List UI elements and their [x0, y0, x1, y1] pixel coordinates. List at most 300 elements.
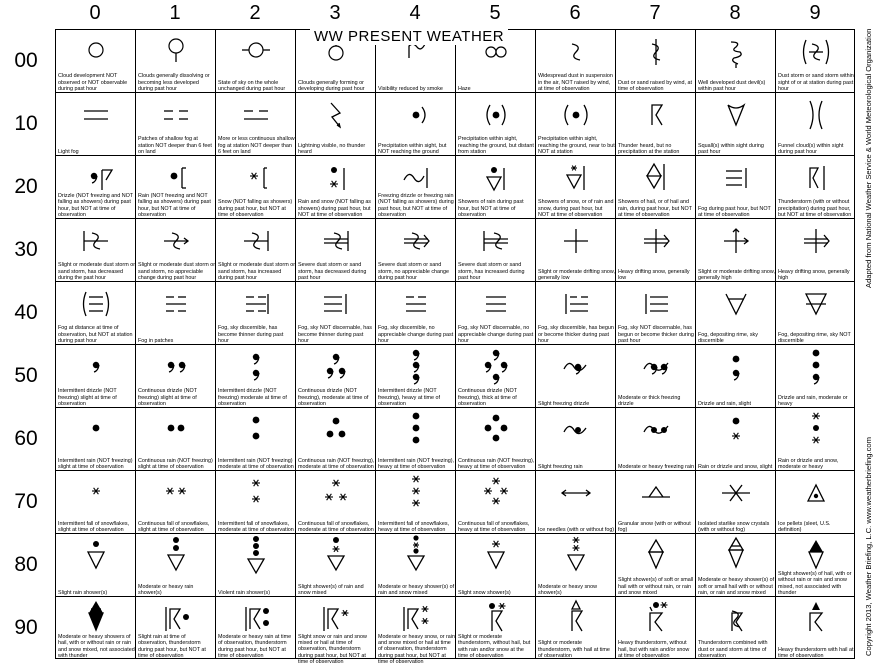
weather-code-82: [216, 534, 296, 597]
rain-shower-heavy-icon: [136, 534, 216, 578]
weather-code-17: [616, 93, 696, 156]
weather-code-65: [456, 408, 536, 471]
dust-storm-sight-icon: [776, 30, 856, 74]
sev-dust-incr-icon: [456, 219, 536, 263]
weather-code-67: [616, 408, 696, 471]
weather-description: Heavy drifting snow, generally low: [618, 268, 690, 281]
weather-code-14: [376, 93, 456, 156]
weather-code-74: [376, 471, 456, 534]
snow-int-slight-icon: [56, 471, 136, 515]
weather-description: Clouds generally forming or developing during past hour: [298, 79, 365, 92]
row-header-00: 00: [14, 49, 38, 72]
weather-code-34: [376, 219, 456, 282]
dust-decr-icon: [56, 219, 136, 263]
weather-description: Freezing drizzle or freezing rain (NOT falling as showers) during past hour, but NOT at time of observation: [378, 193, 454, 218]
weather-code-87: [616, 534, 696, 597]
weather-description: Fog, sky NOT discernable, no appreciable change during past hour: [458, 325, 534, 344]
weather-code-99: [776, 597, 856, 660]
precip-distant-icon: [456, 93, 536, 137]
weather-code-93: [296, 597, 376, 665]
weather-code-70: [56, 471, 136, 534]
weather-code-41: [136, 282, 216, 345]
drizzle-int-slight-icon: [56, 345, 136, 389]
weather-description: Continuous fall of snowflakes, moderate at time of observation: [298, 520, 374, 533]
weather-code-73: [296, 471, 376, 534]
chart-title: WW PRESENT WEATHER: [310, 28, 508, 45]
weather-code-51: [136, 345, 216, 408]
drizzle-rain-heavy-icon: [776, 345, 856, 389]
weather-code-23: [296, 156, 376, 219]
weather-description: Ice needles (with or without fog): [538, 526, 615, 533]
weather-description: Lightning visible, no thunder heard: [298, 142, 366, 155]
rain-snow-shower-heavy-icon: [376, 534, 456, 578]
weather-code-06: [536, 30, 616, 93]
weather-code-55: [456, 345, 536, 408]
row-header-60: 60: [14, 427, 38, 450]
weather-code-02: [216, 30, 296, 93]
fog-sky-nochg-icon: [376, 282, 456, 326]
weather-code-63: [296, 408, 376, 471]
weather-code-11: [136, 93, 216, 156]
weather-code-58: [696, 345, 776, 408]
weather-description: Drizzle and rain, slight: [698, 400, 752, 407]
weather-code-75: [456, 471, 536, 534]
weather-description: Ice pellets (sleet, U.S. definition): [778, 520, 831, 533]
weather-description: Slight rain at time of observation, thunderstorm during past hour, but NOT at time of observation: [138, 634, 206, 659]
column-header-1: 1: [169, 2, 181, 24]
weather-code-15: [456, 93, 536, 156]
weather-code-00: [56, 30, 136, 93]
weather-code-30: [56, 219, 136, 282]
column-header-8: 8: [729, 2, 741, 24]
column-header-2: 2: [249, 2, 261, 24]
weather-description: Slight freezing rain: [538, 463, 583, 470]
weather-description: Violent rain shower(s): [218, 589, 271, 596]
column-header-3: 3: [329, 2, 341, 24]
weather-description: Continuous drizzle (NOT freezing) slight at time of observation: [138, 388, 197, 407]
column-header-7: 7: [649, 2, 661, 24]
row-header-50: 50: [14, 364, 38, 387]
weather-code-36: [536, 219, 616, 282]
granular-snow-icon: [616, 471, 696, 515]
weather-description: Heavy drifting snow, generally high: [778, 268, 850, 281]
weather-code-35: [456, 219, 536, 282]
weather-code-49: [776, 282, 856, 345]
weather-description: Intermittent fall of snowflakes, moderate at time of observation: [218, 520, 294, 533]
weather-description: Drizzle and rain, moderate or heavy: [778, 394, 848, 407]
weather-code-01: [136, 30, 216, 93]
weather-description: Continuous drizzle (NOT freezing), moderate at time of observation: [298, 388, 369, 407]
weather-code-59: [776, 345, 856, 408]
weather-description: Moderate or thick freezing drizzle: [618, 394, 681, 407]
weather-code-92: [216, 597, 296, 660]
precip-near-icon: [536, 93, 616, 137]
weather-description: Continuous fall of snowflakes, heavy at time of observation: [458, 520, 530, 533]
weather-description: Fog, depositing rime, sky NOT discernible: [778, 331, 851, 344]
weather-code-91: [136, 597, 216, 660]
fog-sky-thicker-icon: [536, 282, 616, 326]
weather-description: Continuous fall of snowflakes, slight at time of observation: [138, 520, 210, 533]
weather-code-08: [696, 30, 776, 93]
weather-description: Continuous rain (NOT freezing) slight at time of observation: [138, 457, 213, 470]
column-header-4: 4: [409, 2, 421, 24]
frz-rain-heavy-icon: [616, 408, 696, 452]
drizzle-int-mod-icon: [216, 345, 296, 389]
drizzle-cont-slight-icon: [136, 345, 216, 389]
weather-description: Slight or moderate dust storm or sand storm, has decreased during the past hour: [58, 262, 135, 281]
weather-description: Slight snow shower(s): [458, 589, 511, 596]
weather-description: Slight or moderate dust storm or sand storm, no appreciable change during past hour: [138, 262, 215, 281]
snow-shower-slight-icon: [456, 534, 536, 578]
weather-description: Moderate or heavy shower(s) of rain and snow mixed: [378, 583, 455, 596]
weather-description: Severe dust storm or sand storm, no appreciable change during past hour: [378, 262, 450, 281]
drizzle-rain-slight-icon: [696, 345, 776, 389]
weather-description: Precipitation within sight, but NOT reaching the ground: [378, 142, 447, 155]
weather-code-84: [376, 534, 456, 597]
weather-code-98: [696, 597, 776, 660]
weather-description: Moderate or heavy rain shower(s): [138, 583, 194, 596]
heavy-ts-hail-icon: [776, 597, 856, 641]
weather-code-48: [696, 282, 776, 345]
weather-description: Fog in patches: [138, 337, 174, 344]
frz-drizzle-heavy-icon: [616, 345, 696, 389]
weather-description: Thunderstorm combined with dust or sand storm at time of observation: [698, 640, 768, 659]
weather-code-37: [616, 219, 696, 282]
weather-code-21: [136, 156, 216, 219]
rain-int-mod-icon: [216, 408, 296, 452]
weather-code-76: [536, 471, 616, 534]
fog-distance-icon: [56, 282, 136, 326]
weather-description: Severe dust storm or sand storm, has increased during past hour: [458, 262, 525, 281]
heavy-drift-low-icon: [616, 219, 696, 263]
weather-code-31: [136, 219, 216, 282]
weather-code-90: [56, 597, 136, 660]
column-header-5: 5: [489, 2, 501, 24]
weather-code-97: [616, 597, 696, 660]
weather-code-68: [696, 408, 776, 471]
weather-code-64: [376, 408, 456, 471]
heavy-ts-rain-icon: [616, 597, 696, 641]
weather-description: Heavy thunderstorm, without hail, but with rain and/or snow at time of observation: [618, 640, 690, 659]
weather-description: Fog, sky discernible, no appreciable change during past hour: [378, 325, 454, 344]
weather-description: Snow (NOT falling as showers) during past hour, but NOT at time of observation: [218, 199, 293, 218]
row-header-30: 30: [14, 238, 38, 261]
weather-description: Heavy thunderstorm with hail at time of observation: [778, 646, 854, 659]
snow-cont-slight-icon: [136, 471, 216, 515]
rain-cont-heavy-icon: [456, 408, 536, 452]
weather-description: Moderate or heavy snow, or rain and snow mixed or hail at time of observation, thunderstorm during past hour, but NOT at time of observation: [378, 634, 456, 665]
row-header-40: 40: [14, 301, 38, 324]
rain-snow-heavy-icon: [776, 408, 856, 452]
weather-description: Slight shower(s) of hail, with or without rain or rain and snow mixed, not associated with thunder: [778, 571, 852, 596]
rain-snow-shower-slight-icon: [296, 534, 376, 578]
weather-description: Moderate or heavy showers of hail, with or without rain or rain and snow mixed, not associated with thunder: [58, 634, 135, 659]
snow-cont-heavy-icon: [456, 471, 536, 515]
weather-description: Fog, sky NOT discernable, has become thinner during past hour: [298, 325, 372, 344]
fog-past-icon: [696, 156, 776, 200]
weather-code-61: [136, 408, 216, 471]
weather-description: State of sky on the whole unchanged during past hour: [218, 79, 286, 92]
weather-code-12: [216, 93, 296, 156]
weather-description: Rain or drizzle and snow, slight: [698, 463, 773, 470]
weather-description: Moderate or heavy shower(s) of soft or small hail with or without rain, or rain and snow mixed: [698, 577, 775, 596]
ts-hail-icon: [536, 597, 616, 641]
weather-description: Continuous rain (NOT freezing), heavy at time of observation: [458, 457, 535, 470]
circle-horizontal-icon: [216, 30, 296, 74]
fog-nosky-nochg-icon: [456, 282, 536, 326]
weather-code-60: [56, 408, 136, 471]
drizzle-int-heavy-icon: [376, 345, 456, 389]
rain-snow-slight-icon: [696, 408, 776, 452]
weather-code-57: [616, 345, 696, 408]
row-header-90: 90: [14, 616, 38, 639]
weather-description: Intermittent drizzle (NOT freezing), heavy at time of observation: [378, 388, 441, 407]
weather-description: Precipitation within sight, reaching the ground, near to but NOT at station: [538, 136, 615, 155]
rain-int-slight-icon: [56, 408, 136, 452]
row-header-80: 80: [14, 553, 38, 576]
small-hail-slight-icon: [616, 534, 696, 578]
light-fog-icon: [56, 93, 136, 137]
weather-description: Widespread dust in suspension in the air, NOT raised by wind, at time of observation: [538, 73, 613, 92]
copyright-text: Copyright 2013, Weather Briefing, L.C. www.weatherbriefing.com: [864, 437, 873, 656]
weather-description: Haze: [458, 85, 471, 92]
weather-description: Intermittent drizzle (NOT freezing) moderate at time of observation: [218, 388, 287, 407]
weather-code-96: [536, 597, 616, 660]
rain-snow-past-icon: [296, 156, 376, 200]
weather-code-20: [56, 156, 136, 219]
weather-description: Visibility reduced by smoke: [378, 85, 443, 92]
weather-description: Thunder heard, but no precipitation at the station: [618, 142, 680, 155]
weather-code-38: [696, 219, 776, 282]
weather-description: Isolated starlike snow crystals (with or without fog): [698, 520, 770, 533]
weather-description: Moderate or heavy freezing rain: [618, 463, 695, 470]
weather-code-22: [216, 156, 296, 219]
dust-dollar-icon: [616, 30, 696, 74]
fog-nosky-thinner-icon: [296, 282, 376, 326]
weather-code-50: [56, 345, 136, 408]
heavy-drift-high-icon: [776, 219, 856, 263]
weather-code-72: [216, 471, 296, 534]
weather-code-24: [376, 156, 456, 219]
weather-description: Slight or moderate drifting snow, generally low: [538, 268, 616, 281]
weather-description: Dust or sand raised by wind, at time of observation: [618, 79, 693, 92]
cont-fog-icon: [216, 93, 296, 137]
funnel-icon: [776, 93, 856, 137]
weather-description: Slight snow or rain and snow mixed or hail at time of observation, thunderstorm during past hour, but NOT at time of observation: [298, 634, 367, 665]
drift-high-icon: [696, 219, 776, 263]
weather-description: Slight or moderate drifting snow, generally high: [698, 268, 776, 281]
weather-description: Showers of snow, or of rain and snow, during past hour, but NOT at time of observation: [538, 199, 614, 218]
rime-sky-icon: [696, 282, 776, 326]
ts-dust-icon: [696, 597, 776, 641]
row-header-20: 20: [14, 175, 38, 198]
weather-code-42: [216, 282, 296, 345]
squall-icon: [696, 93, 776, 137]
lightning-icon: [296, 93, 376, 137]
snow-int-heavy-icon: [376, 471, 456, 515]
weather-description: Clouds generally dissolving or becoming less developed during past hour: [138, 73, 210, 92]
hail-shower-past-icon: [616, 156, 696, 200]
weather-code-85: [456, 534, 536, 597]
weather-code-16: [536, 93, 616, 156]
ice-needles-icon: [536, 471, 616, 515]
dust-s-icon: [536, 30, 616, 74]
weather-code-77: [616, 471, 696, 534]
drizzle-cont-heavy-icon: [456, 345, 536, 389]
weather-description: Intermittent drizzle (NOT freezing) slight at time of observation: [58, 388, 117, 407]
weather-description: Showers of hail, or of hail and rain, during past hour, but NOT at time of observation: [618, 199, 692, 218]
weather-description: Thunderstorm (with or without precipitation) during past hour, but NOT at time of observation: [778, 199, 852, 218]
weather-code-44: [376, 282, 456, 345]
column-header-6: 6: [569, 2, 581, 24]
weather-code-27: [616, 156, 696, 219]
weather-code-71: [136, 471, 216, 534]
precip-sight-icon: [376, 93, 456, 137]
weather-code-83: [296, 534, 376, 597]
weather-description: Moderate or heavy rain at time of observation, thunderstorm during past hour, but NOT at time of observation: [218, 634, 292, 659]
weather-code-80: [56, 534, 136, 597]
weather-code-33: [296, 219, 376, 282]
weather-code-56: [536, 345, 616, 408]
rain-int-heavy-icon: [376, 408, 456, 452]
weather-code-53: [296, 345, 376, 408]
weather-code-62: [216, 408, 296, 471]
weather-code-94: [376, 597, 456, 665]
weather-description: Cloud development NOT observed or NOT observable during past hour: [58, 73, 128, 92]
weather-description: Slight shower(s) of rain and snow mixed: [298, 583, 364, 596]
drizzle-cont-mod-icon: [296, 345, 376, 389]
weather-code-46: [536, 282, 616, 345]
weather-code-52: [216, 345, 296, 408]
weather-code-47: [616, 282, 696, 345]
weather-code-25: [456, 156, 536, 219]
fog-patches-icon: [136, 282, 216, 326]
weather-description: Fog, sky discernible, has begun or become thicker during past hour: [538, 325, 614, 344]
weather-code-39: [776, 219, 856, 282]
weather-description: Fog at distance at time of observation, but NOT at station during past hour: [58, 325, 133, 344]
weather-code-54: [376, 345, 456, 408]
circle-tail-down-icon: [136, 30, 216, 74]
sev-dust-decr-icon: [296, 219, 376, 263]
weather-code-88: [696, 534, 776, 597]
snow-shower-heavy-icon: [536, 534, 616, 578]
weather-code-26: [536, 156, 616, 219]
rain-shower-slight-icon: [56, 534, 136, 578]
weather-code-19: [776, 93, 856, 156]
weather-code-32: [216, 219, 296, 282]
weather-description: Slight freezing drizzle: [538, 400, 590, 407]
weather-description: Intermittent rain (NOT freezing) slight at time of observation: [58, 457, 133, 470]
weather-description: Slight or moderate thunderstorm, with hail at time of observation: [538, 640, 610, 659]
symbol-grid: [55, 29, 855, 665]
rain-cont-mod-icon: [296, 408, 376, 452]
weather-description: Dust storm or sand storm within sight of or at station during past hour: [778, 73, 854, 92]
weather-code-86: [536, 534, 616, 597]
weather-description: Intermittent rain (NOT freezing), heavy at time of observation: [378, 457, 454, 470]
sev-dust-nochg-icon: [376, 219, 456, 263]
weather-description: Moderate or heavy snow shower(s): [538, 583, 598, 596]
weather-description: Patches of shallow fog at station NOT deeper than 6 feet on land: [138, 136, 212, 155]
weather-code-69: [776, 408, 856, 471]
weather-code-40: [56, 282, 136, 345]
weather-description: Precipitation within sight, reaching the ground, but distant from station: [458, 136, 534, 155]
rain-cont-slight-icon: [136, 408, 216, 452]
weather-description: More or less continuous shallow fog at station NOT deeper than 6 feet on land: [218, 136, 295, 155]
weather-code-81: [136, 534, 216, 597]
weather-description: Rain or drizzle and snow, moderate or heavy: [778, 457, 839, 470]
snow-past-icon: [216, 156, 296, 200]
snow-shower-past-icon: [536, 156, 616, 200]
weather-description: Fog, depositing rime, sky discernible: [698, 331, 758, 344]
snow-int-mod-icon: [216, 471, 296, 515]
rain-shower-violent-icon: [216, 534, 296, 578]
drift-low-icon: [536, 219, 616, 263]
dust-nochg-icon: [136, 219, 216, 263]
ice-pellets-icon: [776, 471, 856, 515]
rime-nosky-icon: [776, 282, 856, 326]
rain-shower-past-icon: [456, 156, 536, 200]
weather-description: Intermittent fall of snowflakes, heavy at time of observation: [378, 520, 450, 533]
fog-sky-thinner-icon: [216, 282, 296, 326]
row-header-70: 70: [14, 490, 38, 513]
column-header-0: 0: [89, 2, 101, 24]
weather-code-45: [456, 282, 536, 345]
weather-description: Continuous drizzle (NOT freezing), thick at time of observation: [458, 388, 517, 407]
weather-description: Well developed dust devil(s) within past hour: [698, 79, 766, 92]
weather-description: Drizzle (NOT freezing and NOT falling as showers) during past hour, but NOT at time of observation: [58, 193, 133, 218]
small-hail-heavy-icon: [696, 534, 776, 578]
weather-code-10: [56, 93, 136, 156]
weather-description: Light fog: [58, 148, 79, 155]
weather-code-43: [296, 282, 376, 345]
weather-description: Slight or moderate thunderstorm, without hail, but with rain and/or snow at the time of observation: [458, 634, 531, 659]
weather-code-78: [696, 471, 776, 534]
thunder-icon: [616, 93, 696, 137]
dust-incr-icon: [216, 219, 296, 263]
weather-description: Rain and snow (NOT falling as showers) during past hour, but NOT at time of observation: [298, 199, 372, 218]
weather-description: Fog during past hour, but NOT at time of observation: [698, 205, 771, 218]
weather-description: Intermittent rain (NOT freezing) moderate at time of observation: [218, 457, 294, 470]
snow-cont-mod-icon: [296, 471, 376, 515]
attribution-text: Adapted from National Weather Service & World Meteorological Organization: [864, 28, 873, 288]
thunder-past-icon: [776, 156, 856, 200]
weather-description: Continuous rain (NOT freezing), moderate at time of observation: [298, 457, 375, 470]
circle-icon: [56, 30, 136, 74]
frz-rain-slight-icon: [536, 408, 616, 452]
weather-description: Intermittent fall of snowflakes, slight at time of observation: [58, 520, 130, 533]
weather-description: Fog, sky NOT discernable, has begun or become thicker during past hour: [618, 325, 694, 344]
weather-code-79: [776, 471, 856, 534]
patch-fog-icon: [136, 93, 216, 137]
weather-code-07: [616, 30, 696, 93]
weather-description: Rain (NOT freezing and NOT falling as showers) during past hour, but NOT at time of observation: [138, 193, 211, 218]
weather-code-13: [296, 93, 376, 156]
weather-description: Granular snow (with or without fog): [618, 520, 691, 533]
weather-code-95: [456, 597, 536, 660]
weather-code-09: [776, 30, 856, 93]
weather-code-66: [536, 408, 616, 471]
dust-devil-icon: [696, 30, 776, 74]
weather-description: Funnel cloud(s) within sight during past hour: [778, 142, 844, 155]
weather-description: Squall(s) within sight during past hour: [698, 142, 764, 155]
weather-code-28: [696, 156, 776, 219]
starlike-snow-icon: [696, 471, 776, 515]
row-header-10: 10: [14, 112, 38, 135]
weather-description: Showers of rain during past hour, but NOT at time of observation: [458, 199, 524, 218]
weather-code-18: [696, 93, 776, 156]
weather-code-89: [776, 534, 856, 597]
fog-nosky-thicker-icon: [616, 282, 696, 326]
